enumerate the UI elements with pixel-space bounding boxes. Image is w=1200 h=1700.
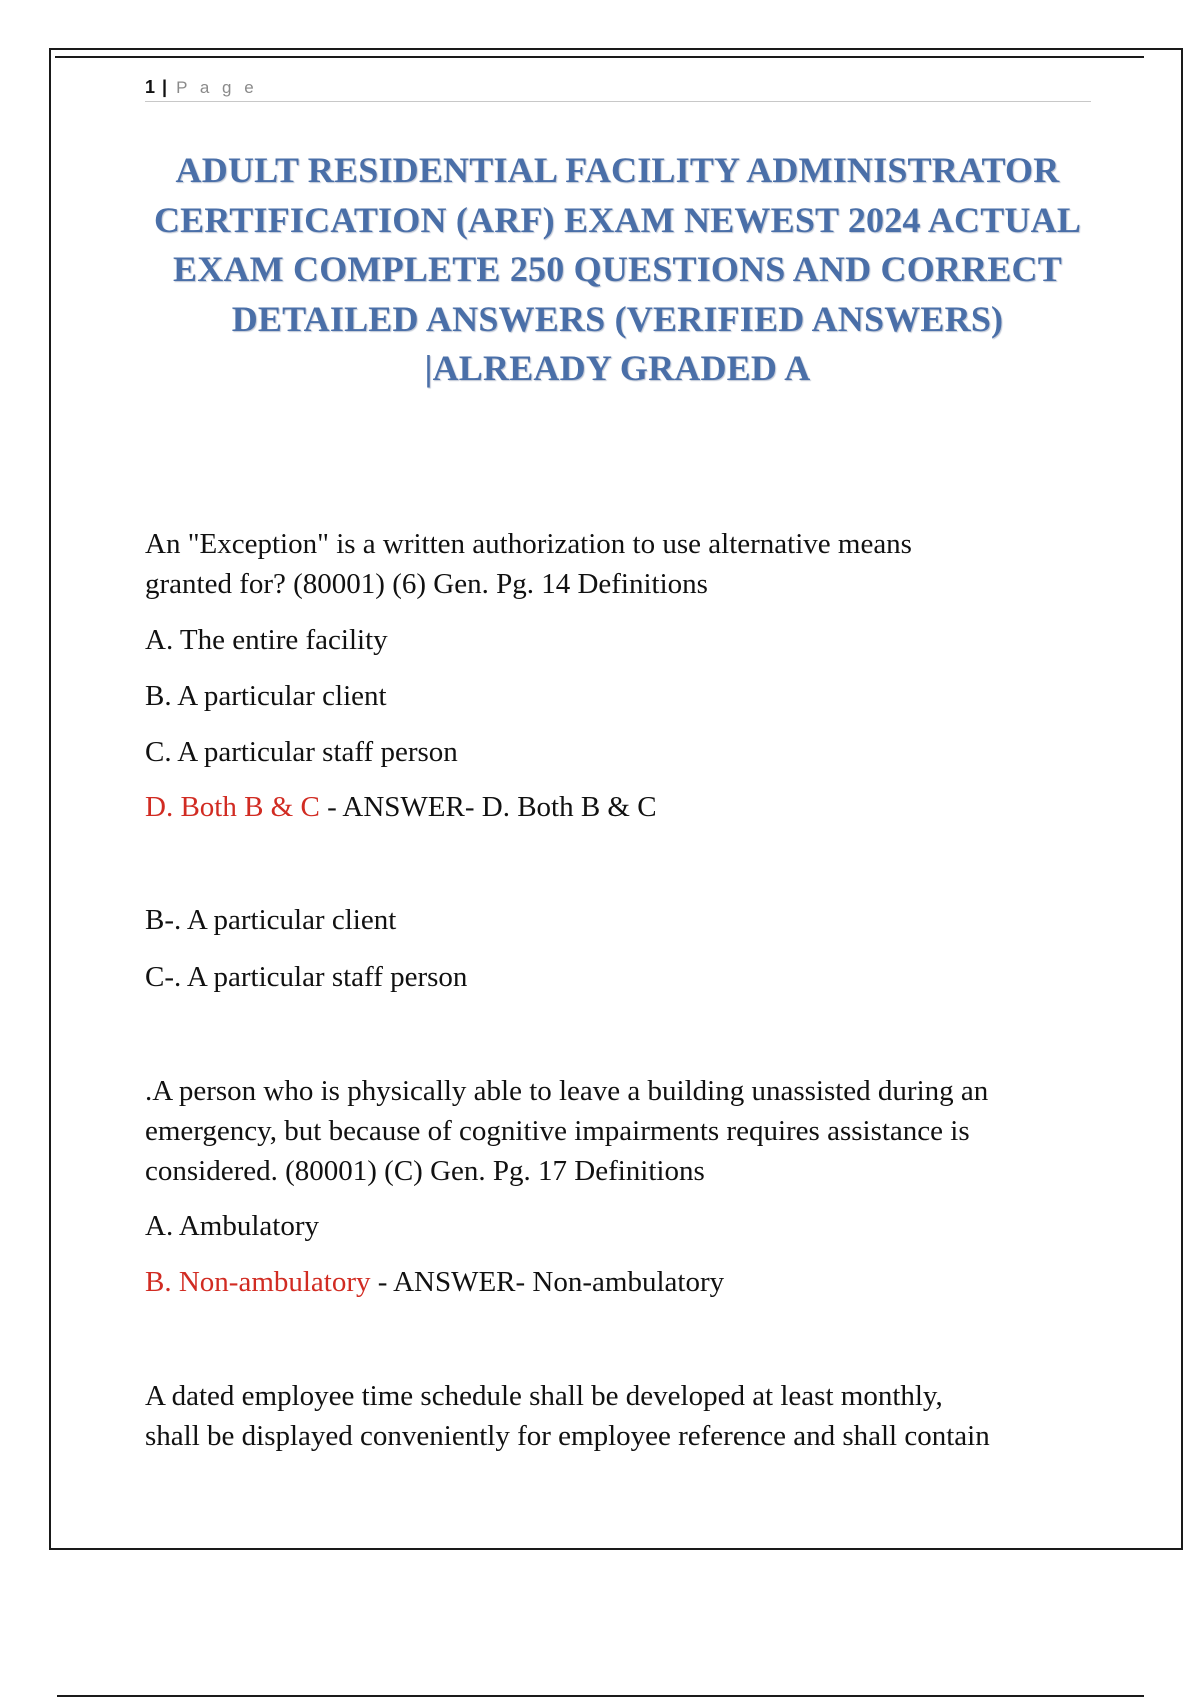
page-number: 1 <box>145 77 156 97</box>
question-line: considered. (80001) (C) Gen. Pg. 17 Definitions <box>145 1155 705 1187</box>
question-1-option-d <box>145 787 1095 827</box>
title-line: ADULT RESIDENTIAL FACILITY ADMINISTRATOR <box>175 150 1060 190</box>
question-line: .A person who is physically able to leave a building unassisted during an <box>145 1075 989 1107</box>
title-line: |ALREADY GRADED A <box>424 348 811 388</box>
question-1-option-a <box>145 620 1095 660</box>
document-title <box>140 146 1095 394</box>
question-2-text <box>145 1071 1095 1191</box>
question-line: granted for? (80001) (6) Gen. Pg. 14 Definitions <box>145 568 708 600</box>
question-1-option-b <box>145 676 1095 716</box>
answer-text: - ANSWER- Non-ambulatory <box>370 1266 725 1298</box>
title-line: CERTIFICATION (ARF) EXAM NEWEST 2024 ACTUAL <box>153 199 1082 240</box>
top-rule <box>55 56 1144 58</box>
question-3-text <box>145 1376 1095 1456</box>
option-label: A. Ambulatory <box>145 1210 319 1242</box>
page-header <box>145 74 1091 102</box>
option-label: C-. A particular staff person <box>145 961 468 993</box>
option-label: B-. A particular client <box>145 904 397 936</box>
option-label: A. The entire facility <box>145 624 388 656</box>
option-label: C. A particular staff person <box>145 736 458 768</box>
question-2-option-a <box>145 1206 1095 1246</box>
question-1-extra-b <box>145 900 1095 940</box>
question-2-option-b <box>145 1262 1095 1302</box>
question-1-extra-c <box>145 957 1095 997</box>
question-1-option-c <box>145 732 1095 772</box>
correct-option: B. Non-ambulatory <box>145 1266 371 1298</box>
question-line: emergency, but because of cognitive impairments requires assistance is <box>145 1115 970 1147</box>
title-line: DETAILED ANSWERS (VERIFIED ANSWERS) <box>231 298 1004 339</box>
header-separator: | <box>162 77 168 97</box>
page-label: P a g e <box>176 78 258 97</box>
question-line: A dated employee time schedule shall be developed at least monthly, <box>145 1380 943 1412</box>
title-line: EXAM COMPLETE 250 QUESTIONS AND CORRECT <box>173 249 1062 289</box>
bottom-rule <box>57 1695 1144 1697</box>
question-line: shall be displayed conveniently for employee reference and shall contain <box>145 1420 990 1452</box>
question-1-text <box>145 524 1095 604</box>
correct-option: D. Both B & C <box>145 791 320 823</box>
option-label: B. A particular client <box>145 680 387 712</box>
question-line: An "Exception" is a written authorization to use alternative means <box>145 528 912 560</box>
answer-text: - ANSWER- D. Both B & C <box>319 791 657 823</box>
